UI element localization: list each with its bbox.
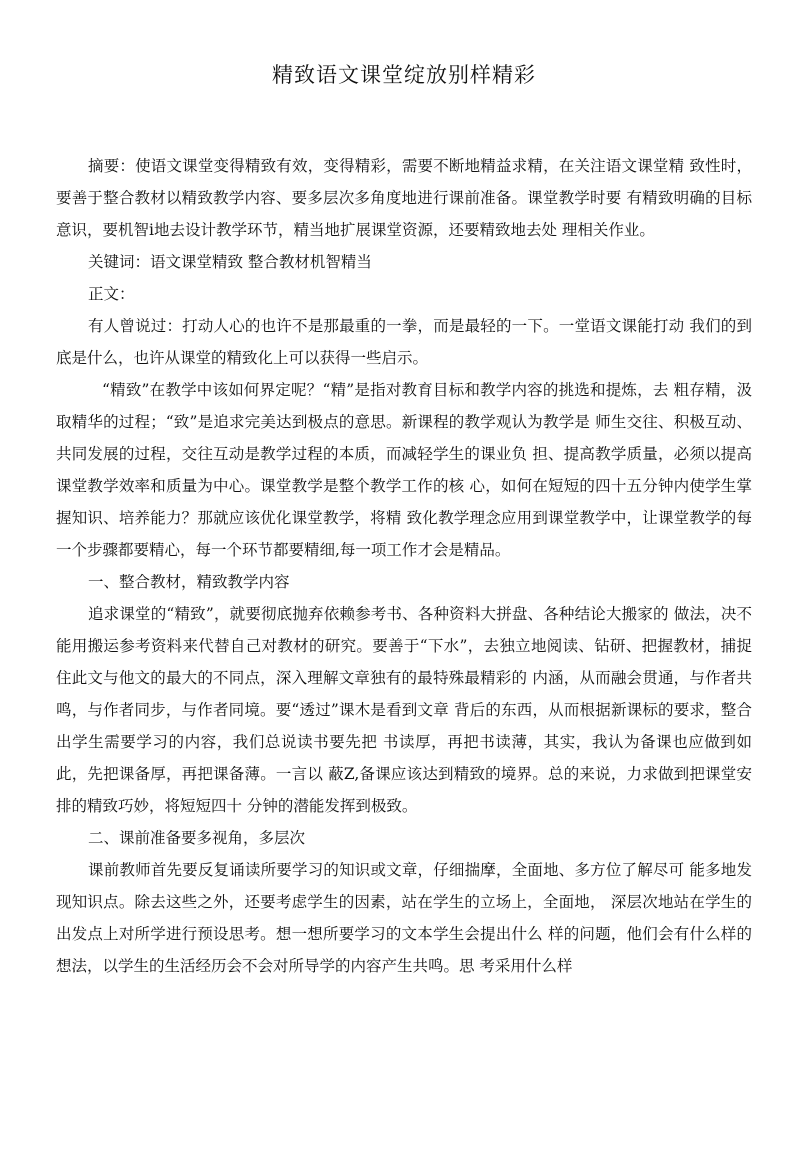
- section1-paragraph: 追求课堂的“精致”，就要彻底抛弃依赖参考书、各种资料大拼盘、各种结论大搬家的 做法，决不能用搬运参考资料来代替自己对教材的研究。要善于“下水”，去独立地阅读、钻研、把握教材，捕捉住此文与他文的最大的不同点，深入理解文章独有的最特殊最精彩的 内涵，从而融会贯通，与作者共鸣，与作者同步，与作者同境。要“透过”课木是看到文章 背后的东西，从而根据新课标的要求，整合出学生需要学习的内容，我们总说读书要先把 书读厚，再把书读薄，其实，我认为备课也应做到如此，先把课备厚，再把课备薄。一言以 蔽Z,备课应该达到精致的境界。总的来说，力求做到把课堂安排的精致巧妙，将短短四十 分钟的潜能发挥到极致。: [56, 605, 752, 815]
- section1-heading: 一、整合教材，精致教学内容: [88, 573, 290, 591]
- keywords-line: 关键词：语文课堂精致 整合教材机智精当: [88, 253, 372, 271]
- section2-paragraph: 课前教师首先要反复诵读所要学习的知识或文章，仔细揣摩，全面地、多方位了解尽可 能多地发现知识点。除去这些之外，还要考虑学生的因素，站在学生的立场上，全面地， 深层次地站在学生的出发点上对所学进行预设思考。想一想所要学习的文本学生会提出什么 样的问题，他们会有什么样的想法，以学生的生活经历会不会对所导学的内容产生共鸣。思 考采用什么样: [56, 861, 752, 975]
- definition-paragraph: “精致”在教学中该如何界定呢？“精”是指对教育目标和教学内容的挑选和提炼，去 粗存精，汲取精华的过程；“致”是追求完美达到极点的意思。新课程的教学观认为教学是 师生交往、积极互动、共同发展的过程，交往互动是教学过程的本质，而减轻学生的课业负 担、提高教学质量，必须以提高课堂教学效率和质量为中心。课堂教学是整个教学工作的核 心，如何在短短的四十五分钟内使学生掌握知识、培养能力？那就应该优化课堂教学，将精 致化教学理念应用到课堂教学中，让课堂教学的每一个步骤都要精心，每一个环节都要精细,每一项工作才会是精品。: [56, 381, 752, 559]
- document-title: 精致语文课堂绽放别样精彩: [272, 63, 536, 87]
- body-label: 正文：: [88, 285, 135, 303]
- intro-paragraph: 有人曾说过：打动人心的也许不是那最重的一拳，而是最轻的一下。一堂语文课能打动 我们的到底是什么，也许从课堂的精致化上可以获得一些启示。: [56, 317, 752, 367]
- section2-heading: 二、课前准备要多视角，多层次: [88, 829, 306, 847]
- abstract-paragraph: 摘要：使语文课堂变得精致有效，变得精彩，需要不断地精益求精，在关注语文课堂精 致性时，要善于整合教材以精致教学内容、要多层次多角度地进行课前准备。课堂教学时要 有精致明确的目标意识，要机智ⅰ地去设计教学环节，精当地扩展课堂资源，还要精致地去处 理相关作业。: [56, 157, 752, 239]
- document-body: [56, 150, 752, 982]
